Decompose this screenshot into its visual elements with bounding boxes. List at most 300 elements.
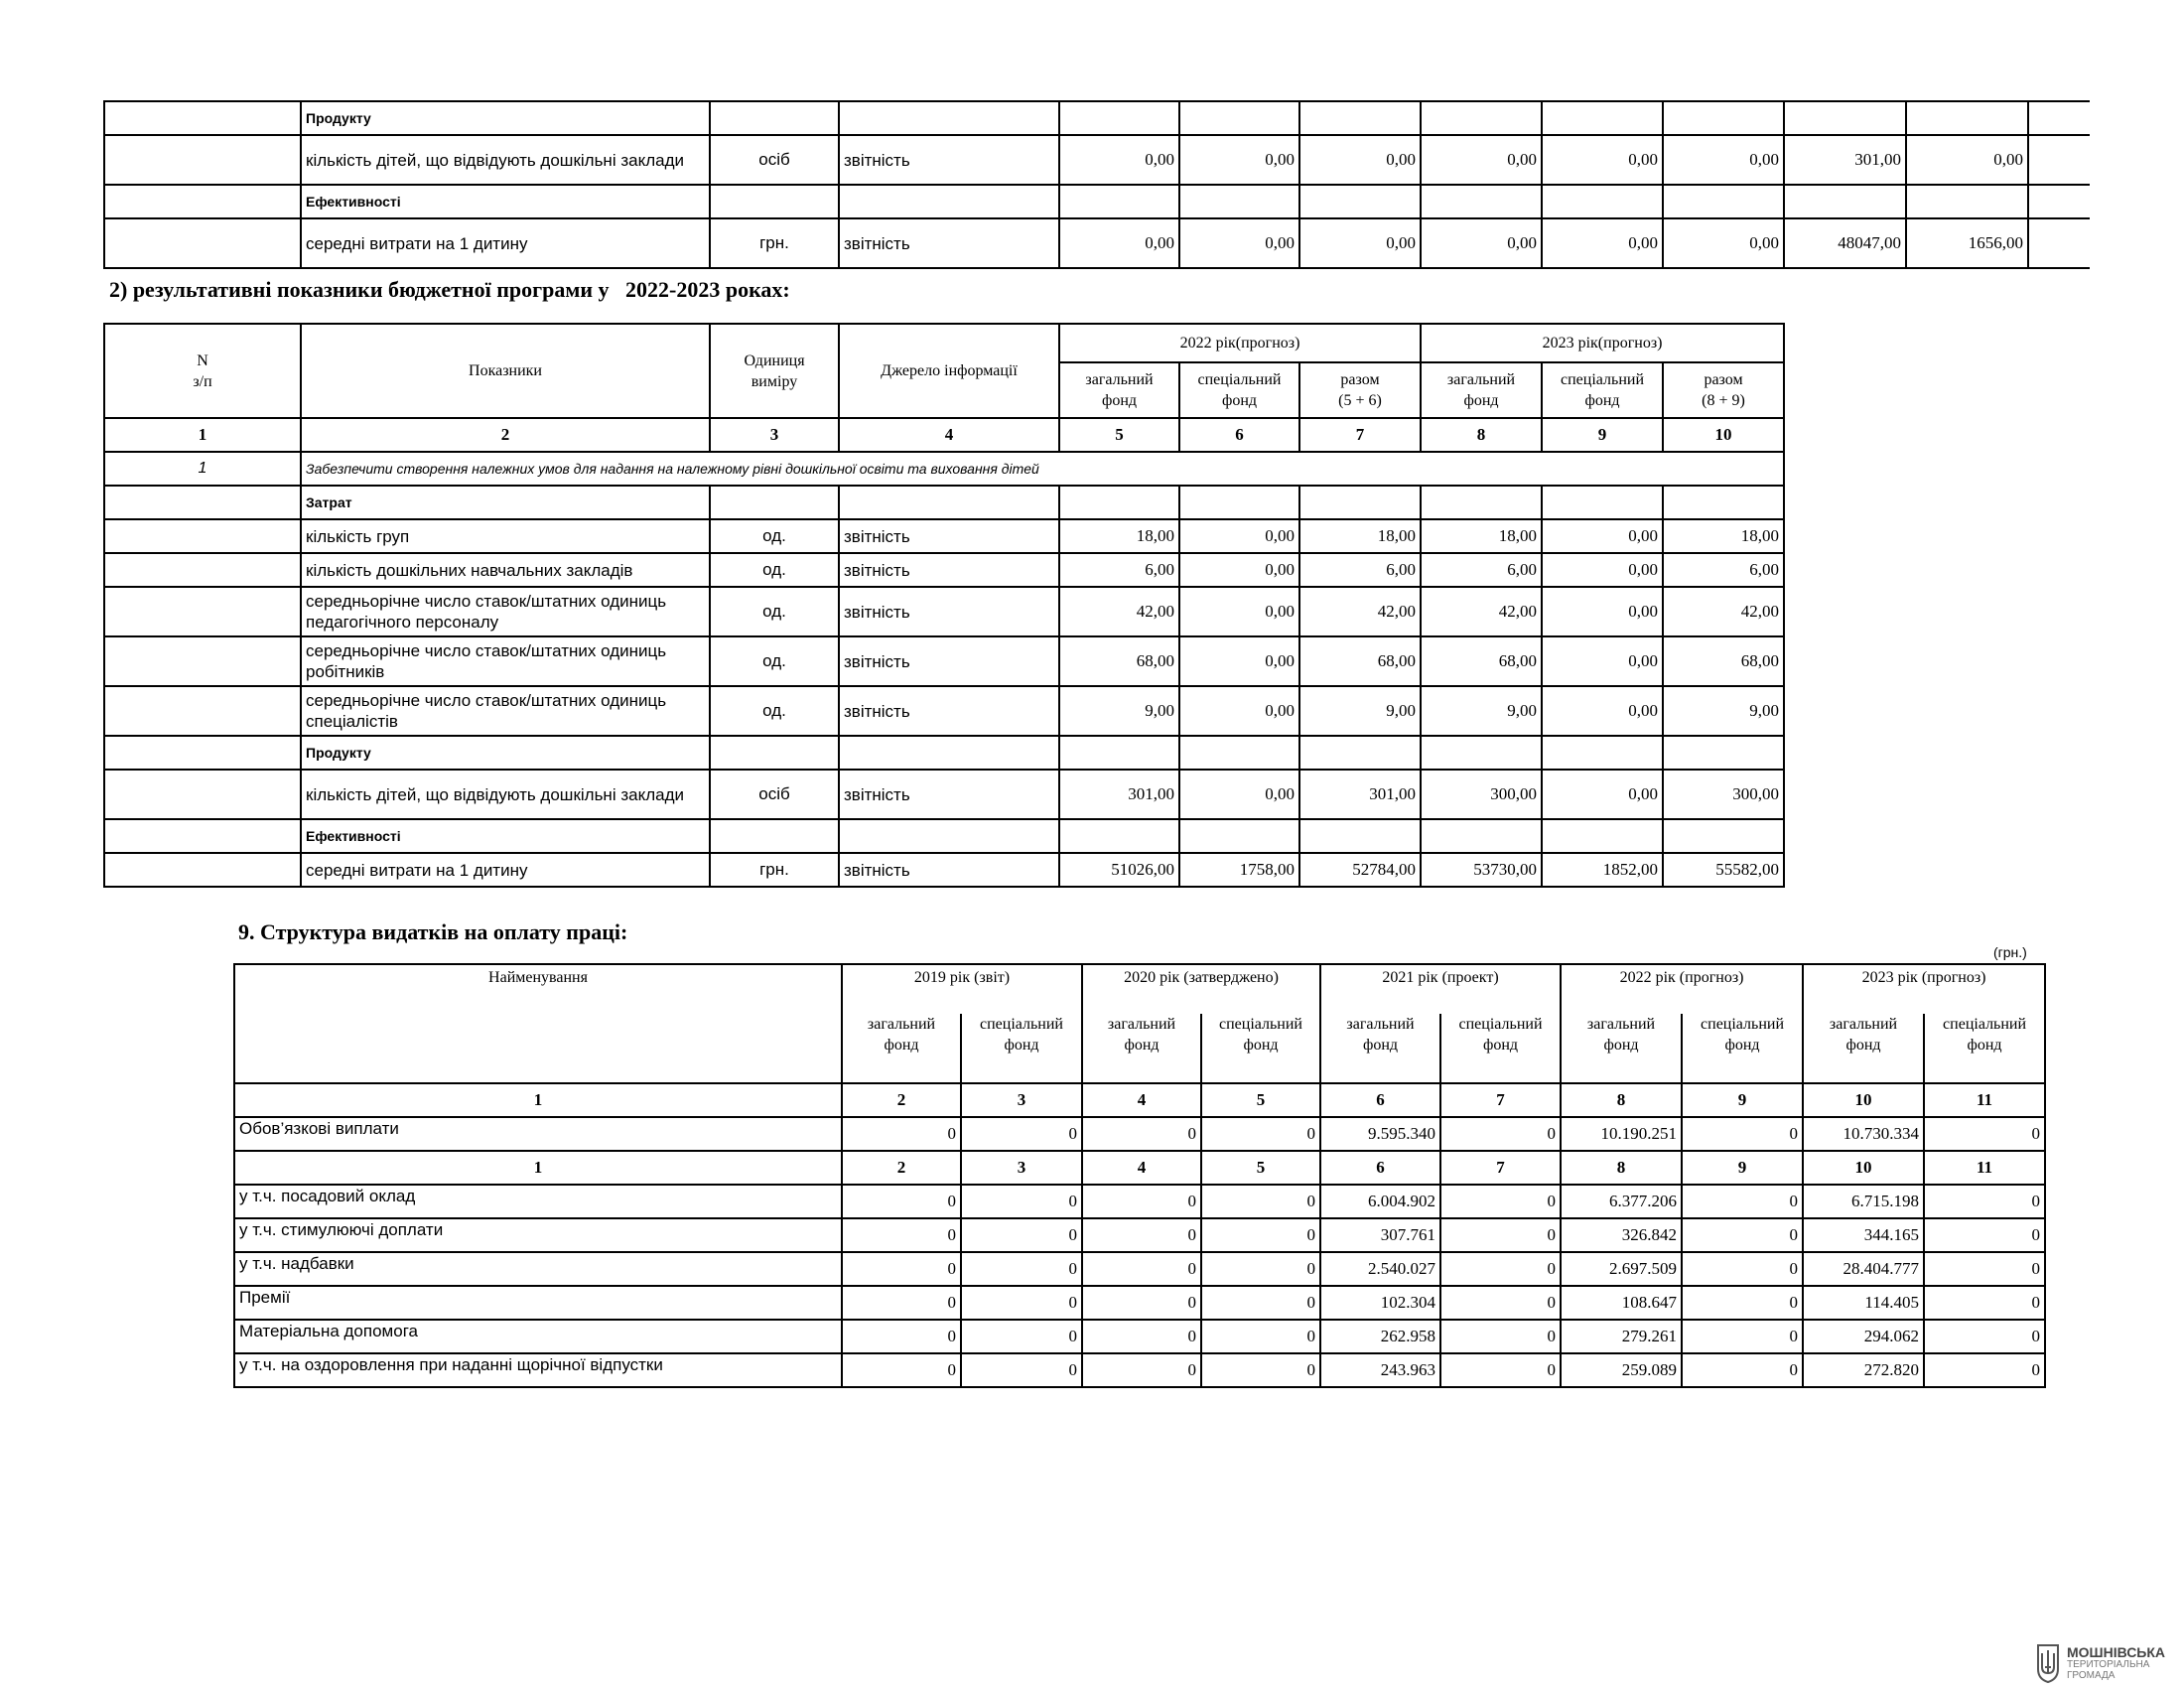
empty-cell xyxy=(1059,486,1179,519)
column-index: 2 xyxy=(842,1083,961,1117)
row-number-cell xyxy=(104,587,301,636)
empty-cell xyxy=(1421,819,1542,853)
value-cell: 0,00 xyxy=(1299,135,1421,185)
empty-cell xyxy=(1421,486,1542,519)
value-cell: 300,00 xyxy=(1421,770,1542,819)
value-cell: 0 xyxy=(1440,1185,1561,1218)
empty-cell xyxy=(1663,486,1784,519)
value-cell: 0 xyxy=(1682,1286,1803,1320)
value-cell: 0,00 xyxy=(1421,218,1542,268)
value-cell: 326.842 xyxy=(1561,1218,1682,1252)
source-cell: звітність xyxy=(839,770,1059,819)
logo-line-1: МОШНІВСЬКА xyxy=(2067,1644,2166,1660)
empty-cell xyxy=(1059,819,1179,853)
expense-label: Премії xyxy=(234,1286,842,1320)
empty-cell xyxy=(2028,185,2090,218)
value-cell: 53730,00 xyxy=(1421,853,1542,887)
table-row xyxy=(234,1117,2045,1151)
value-cell: 0 xyxy=(1924,1117,2045,1151)
header-year-2023: 2023 рік(прогноз) xyxy=(1421,324,1784,362)
value-cell: 9,00 xyxy=(1059,686,1179,736)
currency-note: (грн.) xyxy=(1993,944,2027,960)
table-row xyxy=(234,1353,2045,1387)
row-number-cell xyxy=(104,135,301,185)
value-cell: 10.730.334 xyxy=(1803,1117,1924,1151)
value-cell: 0 xyxy=(1924,1286,2045,1320)
value-cell: 0,00 xyxy=(1179,686,1299,736)
unit-cell: осіб xyxy=(710,770,839,819)
empty-cell xyxy=(1663,819,1784,853)
unit-cell: од. xyxy=(710,587,839,636)
column-index: 7 xyxy=(1440,1083,1561,1117)
section-row xyxy=(104,101,2090,135)
value-cell: 0,00 xyxy=(1059,135,1179,185)
value-cell: 0 xyxy=(1682,1218,1803,1252)
section-label: Ефективності xyxy=(301,819,710,853)
value-cell: 301,00 xyxy=(1299,770,1421,819)
value-cell: 262.958 xyxy=(1320,1320,1440,1353)
task-text: Забезпечити створення належних умов для надання на належному рівні дошкільної освіти та виховання дітей xyxy=(301,452,1784,486)
unit-cell: грн. xyxy=(710,853,839,887)
column-index: 1 xyxy=(104,418,301,452)
value-cell: 68,00 xyxy=(1421,636,1542,686)
value-cell: 0,00 xyxy=(1542,218,1663,268)
indicator-label: кількість дошкільних навчальних закладів xyxy=(301,553,710,587)
row-number-cell xyxy=(104,853,301,887)
unit-cell: од. xyxy=(710,636,839,686)
value-cell: 10.190.251 xyxy=(1561,1117,1682,1151)
header-general-fund: загальний фонд xyxy=(1803,1014,1924,1083)
value-cell: 0 xyxy=(961,1353,1082,1387)
value-cell: 0,00 xyxy=(1542,686,1663,736)
header-general-fund: загальний фонд xyxy=(1421,362,1542,418)
section-2-title: 2) результативні показники бюджетної програми у 2022-2023 роках: xyxy=(109,277,790,302)
value-cell: 0,00 xyxy=(1542,770,1663,819)
row-number-cell xyxy=(104,736,301,770)
value-cell: 28.404.777 xyxy=(1803,1252,1924,1286)
value-cell: 42,00 xyxy=(1299,587,1421,636)
source-cell: звітність xyxy=(839,636,1059,686)
row-number-cell xyxy=(104,218,301,268)
logo-line-2: ТЕРИТОРІАЛЬНА xyxy=(2067,1659,2150,1670)
value-cell: 6,00 xyxy=(1059,553,1179,587)
value-cell: 0 xyxy=(1082,1218,1201,1252)
value-cell: 294.062 xyxy=(1803,1320,1924,1353)
row-number-cell xyxy=(104,185,301,218)
value-cell: 0 xyxy=(1082,1117,1201,1151)
expense-label: у т.ч. стимулюючі доплати xyxy=(234,1218,842,1252)
column-index: 10 xyxy=(1803,1151,1924,1185)
row-number-cell xyxy=(104,101,301,135)
empty-cell xyxy=(1179,185,1299,218)
empty-cell xyxy=(1299,101,1421,135)
value-cell: 0 xyxy=(842,1320,961,1353)
header-total: разом (8 + 9) xyxy=(1663,362,1784,418)
row-number-cell xyxy=(104,553,301,587)
column-index: 11 xyxy=(1924,1151,2045,1185)
value-cell: 108.647 xyxy=(1561,1286,1682,1320)
header-n: N з/п xyxy=(104,324,301,418)
empty-cell xyxy=(1542,185,1663,218)
column-index: 9 xyxy=(1682,1151,1803,1185)
header-year-2022: 2022 рік(прогноз) xyxy=(1059,324,1421,362)
value-cell: 0 xyxy=(961,1286,1082,1320)
column-index: 1 xyxy=(234,1083,842,1117)
column-index: 6 xyxy=(1320,1083,1440,1117)
value-cell: 0 xyxy=(842,1286,961,1320)
indicator-label: середні витрати на 1 дитину xyxy=(301,853,710,887)
value-cell: 0 xyxy=(1440,1252,1561,1286)
value-cell: 0 xyxy=(1924,1320,2045,1353)
results-indicators-table xyxy=(103,323,1785,888)
column-index: 3 xyxy=(710,418,839,452)
value-cell: 0 xyxy=(1440,1353,1561,1387)
empty-cell xyxy=(839,736,1059,770)
value-cell: 0,00 xyxy=(1542,587,1663,636)
empty-cell xyxy=(1421,101,1542,135)
source-cell: звітність xyxy=(839,218,1059,268)
table-row xyxy=(104,587,1784,636)
value-cell: 0,00 xyxy=(1906,135,2028,185)
table-row xyxy=(104,553,1784,587)
empty-cell xyxy=(1906,185,2028,218)
row-number-cell xyxy=(104,519,301,553)
empty-cell xyxy=(2028,101,2090,135)
empty-cell xyxy=(1059,736,1179,770)
unit-cell: од. xyxy=(710,553,839,587)
value-cell: 0,00 xyxy=(1421,135,1542,185)
value-cell: 114.405 xyxy=(1803,1286,1924,1320)
column-index: 10 xyxy=(1803,1083,1924,1117)
value-cell: 0,00 xyxy=(1179,135,1299,185)
value-cell: 272.820 xyxy=(1803,1353,1924,1387)
value-cell: 9.595.340 xyxy=(1320,1117,1440,1151)
value-cell: 0,00 xyxy=(1179,553,1299,587)
empty-cell xyxy=(1542,486,1663,519)
index-row xyxy=(104,418,1784,452)
header-special-fund: спеціальний фонд xyxy=(1179,362,1299,418)
table-row xyxy=(104,519,1784,553)
value-cell: 0 xyxy=(961,1320,1082,1353)
header-row xyxy=(234,964,2045,1014)
source-cell: звітність xyxy=(839,686,1059,736)
value-cell: 6.377.206 xyxy=(1561,1185,1682,1218)
section-label: Продукту xyxy=(301,736,710,770)
expense-label: Матеріальна допомога xyxy=(234,1320,842,1353)
empty-cell xyxy=(2028,135,2090,185)
table-row xyxy=(104,135,2090,185)
value-cell: 6,00 xyxy=(1299,553,1421,587)
column-index: 2 xyxy=(301,418,710,452)
unit-cell: осіб xyxy=(710,135,839,185)
table-row xyxy=(104,636,1784,686)
value-cell: 6.004.902 xyxy=(1320,1185,1440,1218)
empty-cell xyxy=(1179,736,1299,770)
column-index: 4 xyxy=(1082,1083,1201,1117)
empty-cell xyxy=(1542,101,1663,135)
value-cell: 0,00 xyxy=(1179,218,1299,268)
value-cell: 9,00 xyxy=(1663,686,1784,736)
value-cell: 42,00 xyxy=(1059,587,1179,636)
value-cell: 6,00 xyxy=(1663,553,1784,587)
value-cell: 0 xyxy=(1201,1218,1320,1252)
empty-cell xyxy=(1663,101,1784,135)
empty-cell xyxy=(1542,819,1663,853)
value-cell: 102.304 xyxy=(1320,1286,1440,1320)
table-row xyxy=(104,853,1784,887)
empty-cell xyxy=(1179,101,1299,135)
column-index: 6 xyxy=(1320,1151,1440,1185)
header-general-fund: загальний фонд xyxy=(1320,1014,1440,1083)
source-cell: звітність xyxy=(839,519,1059,553)
logo-line-3: ГРОМАДА xyxy=(2067,1670,2116,1681)
expense-label: у т.ч. надбавки xyxy=(234,1252,842,1286)
header-indicators: Показники xyxy=(301,324,710,418)
source-cell: звітність xyxy=(839,135,1059,185)
value-cell: 0,00 xyxy=(1542,135,1663,185)
value-cell: 68,00 xyxy=(1299,636,1421,686)
column-index: 3 xyxy=(961,1083,1082,1117)
table-row xyxy=(234,1218,2045,1252)
empty-cell xyxy=(710,486,839,519)
header-special-fund: спеціальний фонд xyxy=(1542,362,1663,418)
value-cell: 0 xyxy=(842,1117,961,1151)
row-number-cell xyxy=(104,636,301,686)
value-cell: 0 xyxy=(1440,1117,1561,1151)
expense-label: у т.ч. на оздоровлення при наданні щорічної відпустки xyxy=(234,1353,842,1387)
row-number-cell xyxy=(104,486,301,519)
value-cell: 0,00 xyxy=(1542,553,1663,587)
column-index: 2 xyxy=(842,1151,961,1185)
value-cell: 0 xyxy=(1201,1286,1320,1320)
value-cell: 2.697.509 xyxy=(1561,1252,1682,1286)
header-year: 2021 рік (проект) xyxy=(1320,964,1561,1014)
column-index: 8 xyxy=(1561,1083,1682,1117)
indicator-label: середньорічне число ставок/штатних одиниць педагогічного персоналу xyxy=(301,587,710,636)
value-cell: 300,00 xyxy=(1663,770,1784,819)
value-cell: 0 xyxy=(1924,1218,2045,1252)
empty-cell xyxy=(710,736,839,770)
unit-cell: грн. xyxy=(710,218,839,268)
value-cell: 0 xyxy=(1201,1353,1320,1387)
empty-cell xyxy=(710,185,839,218)
value-cell: 6.715.198 xyxy=(1803,1185,1924,1218)
value-cell: 0,00 xyxy=(1179,636,1299,686)
column-index: 5 xyxy=(1201,1083,1320,1117)
empty-cell xyxy=(1299,736,1421,770)
value-cell: 0,00 xyxy=(1542,636,1663,686)
column-index: 6 xyxy=(1179,418,1299,452)
source-cell: звітність xyxy=(839,553,1059,587)
empty-cell xyxy=(839,185,1059,218)
value-cell: 1852,00 xyxy=(1542,853,1663,887)
value-cell: 42,00 xyxy=(1663,587,1784,636)
value-cell: 48047,00 xyxy=(1784,218,1906,268)
table-row xyxy=(104,686,1784,736)
section-label: Затрат xyxy=(301,486,710,519)
value-cell: 52784,00 xyxy=(1299,853,1421,887)
column-index: 11 xyxy=(1924,1083,2045,1117)
empty-cell xyxy=(1059,101,1179,135)
empty-cell xyxy=(1784,101,1906,135)
value-cell: 0 xyxy=(1440,1286,1561,1320)
empty-cell xyxy=(1906,101,2028,135)
column-index: 8 xyxy=(1561,1151,1682,1185)
value-cell: 0,00 xyxy=(1179,519,1299,553)
header-special-fund: спеціальний фонд xyxy=(1201,1014,1320,1083)
source-cell: звітність xyxy=(839,587,1059,636)
row-number-cell xyxy=(104,686,301,736)
empty-cell xyxy=(1421,736,1542,770)
header-special-fund: спеціальний фонд xyxy=(961,1014,1082,1083)
value-cell: 0 xyxy=(1682,1185,1803,1218)
table-row xyxy=(234,1252,2045,1286)
column-index: 7 xyxy=(1299,418,1421,452)
header-name: Найменування xyxy=(234,964,842,1083)
unit-cell: од. xyxy=(710,686,839,736)
column-index: 9 xyxy=(1542,418,1663,452)
value-cell: 0 xyxy=(1440,1218,1561,1252)
value-cell: 0 xyxy=(1082,1185,1201,1218)
table-row xyxy=(104,770,1784,819)
empty-cell xyxy=(710,819,839,853)
header-total: разом (5 + 6) xyxy=(1299,362,1421,418)
column-index: 9 xyxy=(1682,1083,1803,1117)
empty-cell xyxy=(1421,185,1542,218)
empty-cell xyxy=(1663,185,1784,218)
value-cell: 0 xyxy=(961,1218,1082,1252)
empty-cell xyxy=(710,101,839,135)
value-cell: 301,00 xyxy=(1784,135,1906,185)
value-cell: 68,00 xyxy=(1059,636,1179,686)
section-label: Продукту xyxy=(301,101,710,135)
table-row xyxy=(104,218,2090,268)
value-cell: 0 xyxy=(1082,1320,1201,1353)
task-number: 1 xyxy=(104,452,301,486)
value-cell: 0,00 xyxy=(1179,770,1299,819)
section-label: Ефективності xyxy=(301,185,710,218)
empty-cell xyxy=(1179,486,1299,519)
value-cell: 0 xyxy=(1201,1185,1320,1218)
community-logo xyxy=(2035,1643,2165,1683)
value-cell: 18,00 xyxy=(1421,519,1542,553)
header-source: Джерело інформації xyxy=(839,324,1059,418)
indicator-label: кількість дітей, що відвідують дошкільні заклади xyxy=(301,135,710,185)
section-row xyxy=(104,736,1784,770)
value-cell: 42,00 xyxy=(1421,587,1542,636)
row-number-cell xyxy=(104,819,301,853)
header-general-fund: загальний фонд xyxy=(842,1014,961,1083)
value-cell: 0 xyxy=(1682,1353,1803,1387)
value-cell: 307.761 xyxy=(1320,1218,1440,1252)
value-cell: 0 xyxy=(1201,1320,1320,1353)
value-cell: 0 xyxy=(842,1218,961,1252)
value-cell: 0 xyxy=(1082,1286,1201,1320)
table-row xyxy=(234,1320,2045,1353)
value-cell: 0,00 xyxy=(1663,218,1784,268)
header-unit: Одиниця виміру xyxy=(710,324,839,418)
expense-label: у т.ч. посадовий оклад xyxy=(234,1185,842,1218)
header-general-fund: загальний фонд xyxy=(1059,362,1179,418)
value-cell: 0,00 xyxy=(1299,218,1421,268)
section-row xyxy=(104,819,1784,853)
value-cell: 0 xyxy=(842,1252,961,1286)
value-cell: 259.089 xyxy=(1561,1353,1682,1387)
value-cell: 0 xyxy=(1682,1252,1803,1286)
indicators-table-continued xyxy=(103,100,2090,269)
value-cell: 0 xyxy=(1924,1185,2045,1218)
value-cell: 0 xyxy=(961,1252,1082,1286)
value-cell: 279.261 xyxy=(1561,1320,1682,1353)
header-year: 2019 рік (звіт) xyxy=(842,964,1082,1014)
header-special-fund: спеціальний фонд xyxy=(1924,1014,2045,1083)
value-cell: 18,00 xyxy=(1299,519,1421,553)
index-row xyxy=(234,1151,2045,1185)
empty-cell xyxy=(1299,185,1421,218)
source-cell: звітність xyxy=(839,853,1059,887)
header-year: 2020 рік (затверджено) xyxy=(1082,964,1320,1014)
value-cell: 0,00 xyxy=(1542,519,1663,553)
empty-cell xyxy=(1663,736,1784,770)
value-cell: 2.540.027 xyxy=(1320,1252,1440,1286)
column-index: 7 xyxy=(1440,1151,1561,1185)
value-cell: 1656,00 xyxy=(1906,218,2028,268)
row-number-cell xyxy=(104,770,301,819)
empty-cell xyxy=(1542,736,1663,770)
empty-cell xyxy=(1784,185,1906,218)
indicator-label: кількість дітей, що відвідують дошкільні заклади xyxy=(301,770,710,819)
value-cell: 6,00 xyxy=(1421,553,1542,587)
table-row xyxy=(234,1286,2045,1320)
value-cell: 0 xyxy=(842,1185,961,1218)
indicator-label: середньорічне число ставок/штатних одиниць робітників xyxy=(301,636,710,686)
trident-emblem-icon xyxy=(2035,1643,2061,1683)
value-cell: 344.165 xyxy=(1803,1218,1924,1252)
value-cell: 0 xyxy=(1682,1320,1803,1353)
table-row xyxy=(234,1185,2045,1218)
value-cell: 0,00 xyxy=(1179,587,1299,636)
value-cell: 1758,00 xyxy=(1179,853,1299,887)
empty-cell xyxy=(1299,486,1421,519)
value-cell: 51026,00 xyxy=(1059,853,1179,887)
column-index: 8 xyxy=(1421,418,1542,452)
header-year: 2023 рік (прогноз) xyxy=(1803,964,2045,1014)
value-cell: 0 xyxy=(1201,1252,1320,1286)
empty-cell xyxy=(1059,185,1179,218)
expense-label: Обов’язкові виплати xyxy=(234,1117,842,1151)
column-index: 1 xyxy=(234,1151,842,1185)
value-cell: 55582,00 xyxy=(1663,853,1784,887)
value-cell: 0 xyxy=(961,1117,1082,1151)
value-cell: 0,00 xyxy=(1663,135,1784,185)
empty-cell xyxy=(2028,218,2090,268)
column-index: 3 xyxy=(961,1151,1082,1185)
value-cell: 0 xyxy=(1924,1353,2045,1387)
value-cell: 0 xyxy=(1440,1320,1561,1353)
value-cell: 0 xyxy=(961,1185,1082,1218)
empty-cell xyxy=(839,486,1059,519)
empty-cell xyxy=(1179,819,1299,853)
value-cell: 0,00 xyxy=(1059,218,1179,268)
indicator-label: середньорічне число ставок/штатних одиниць спеціалістів xyxy=(301,686,710,736)
unit-cell: од. xyxy=(710,519,839,553)
column-index: 4 xyxy=(839,418,1059,452)
empty-cell xyxy=(1299,819,1421,853)
section-row xyxy=(104,185,2090,218)
value-cell: 0 xyxy=(1082,1252,1201,1286)
value-cell: 0 xyxy=(842,1353,961,1387)
section-row xyxy=(104,486,1784,519)
